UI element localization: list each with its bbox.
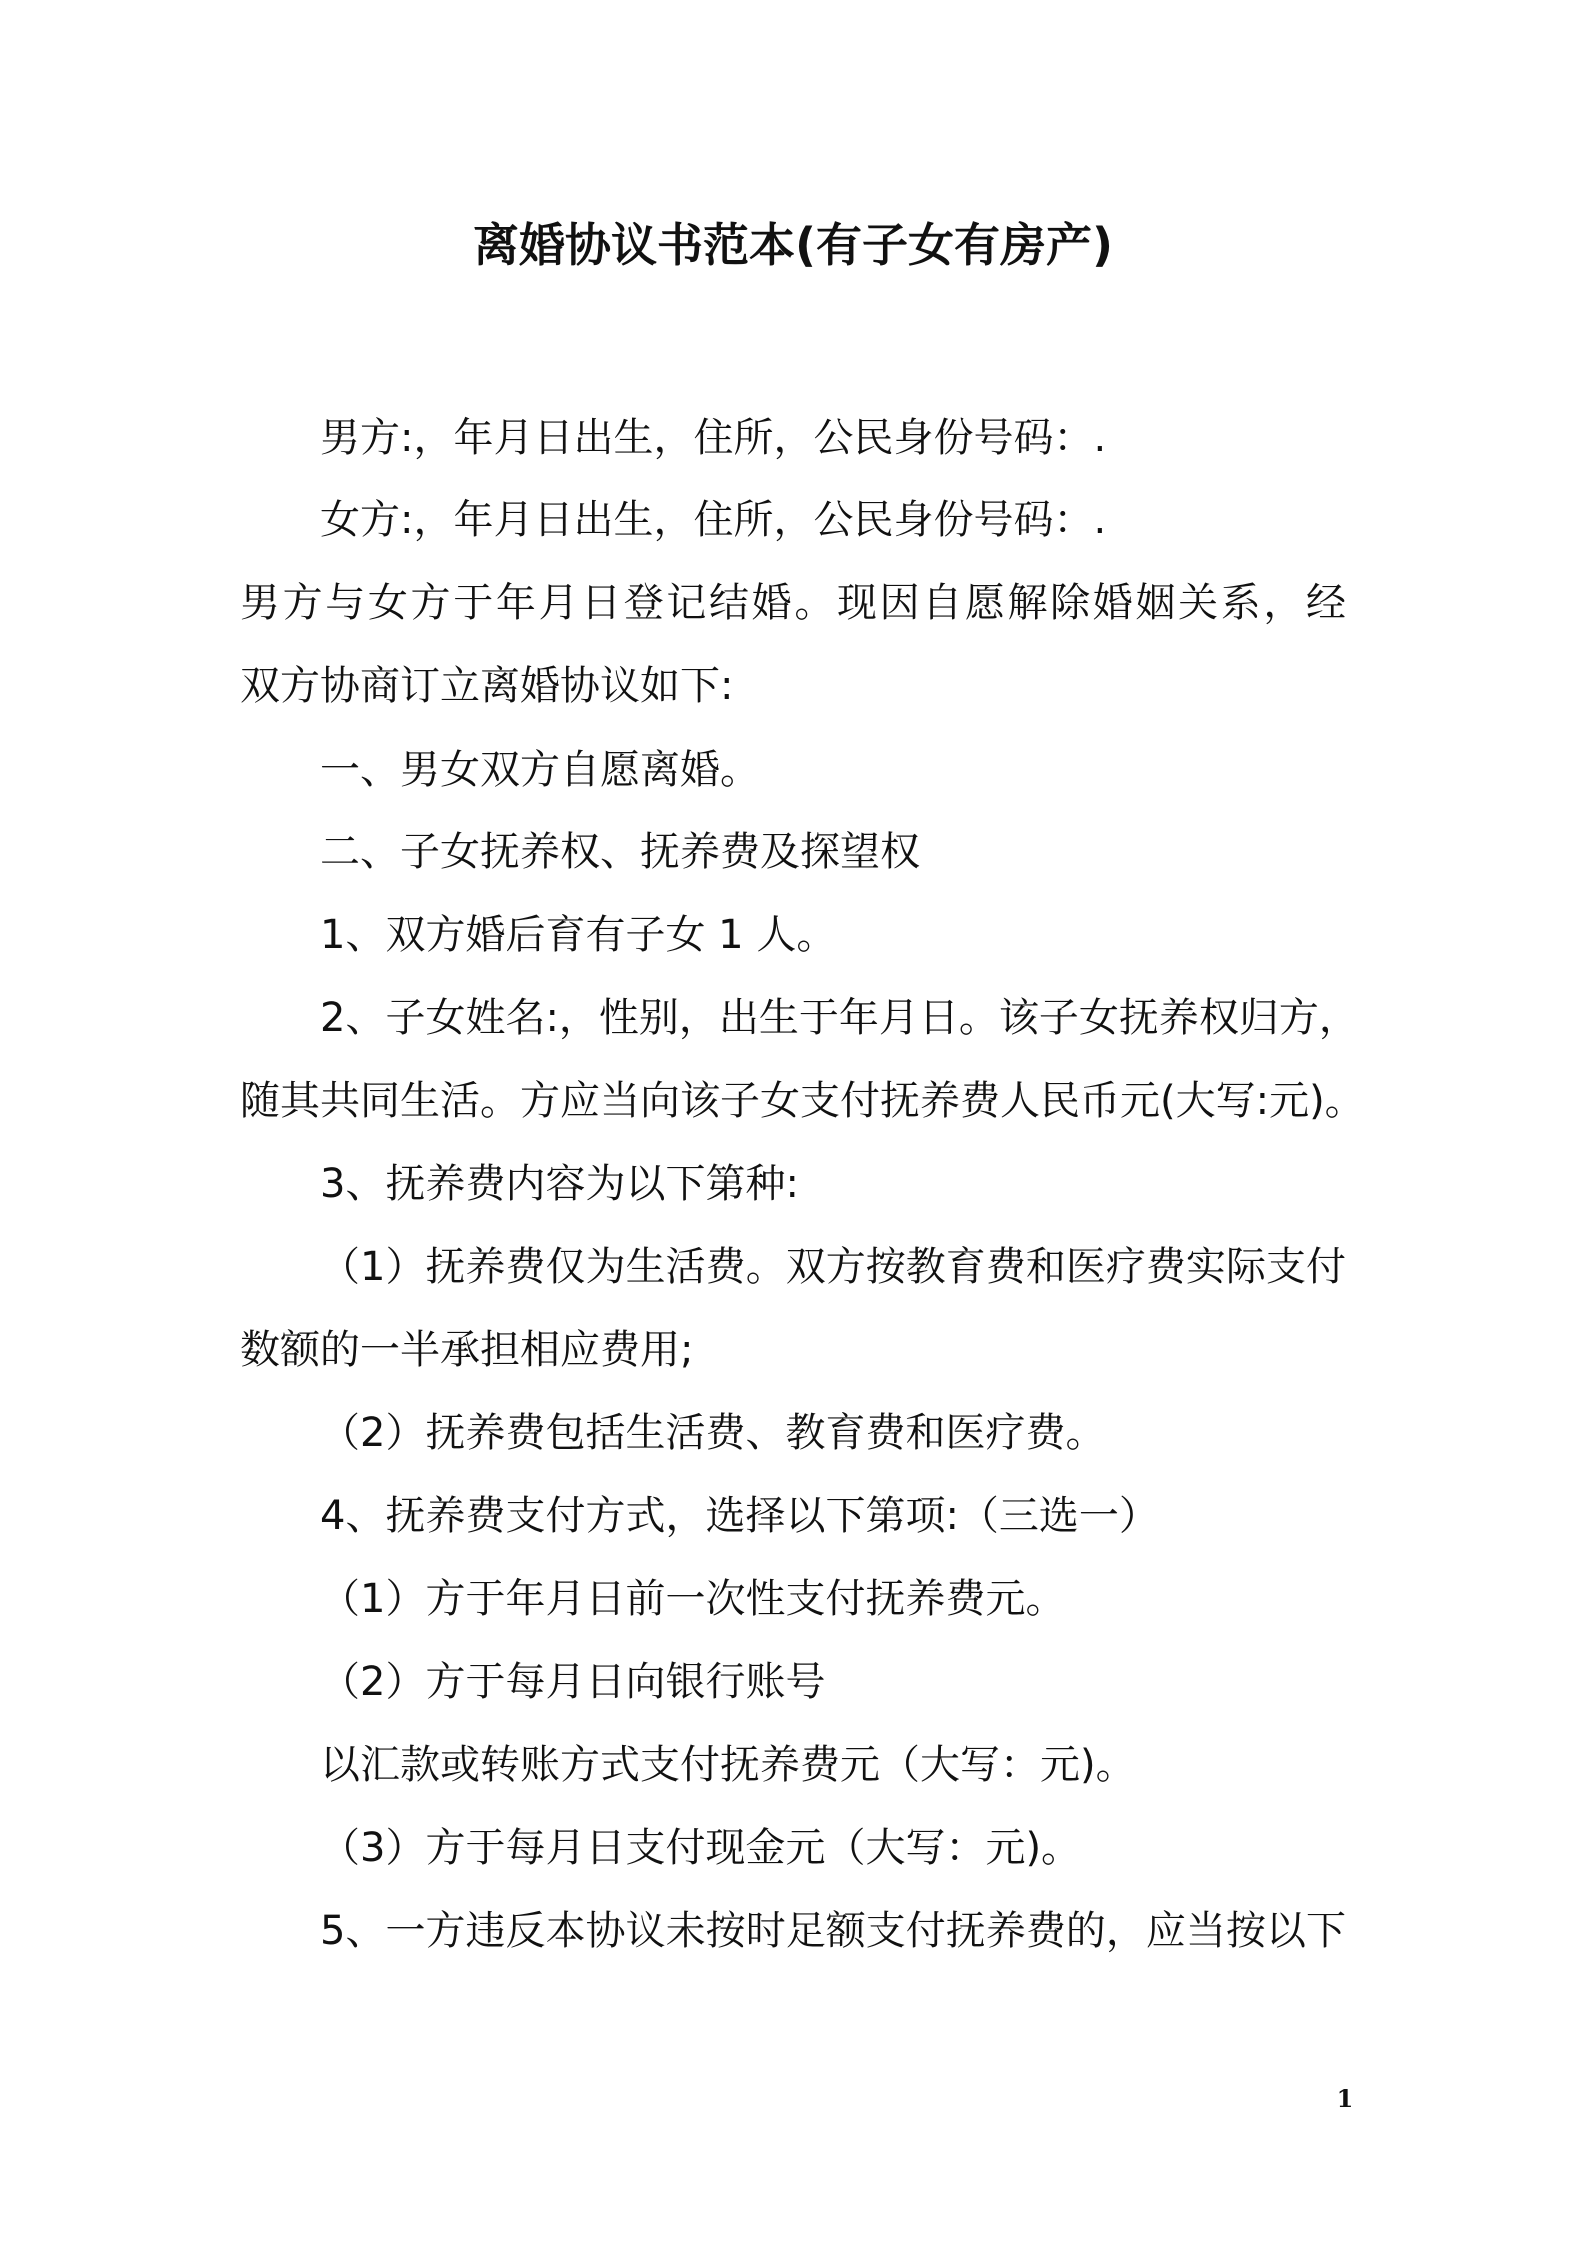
paragraph-line: 2、子女姓名:，性别，出生于年月日。该子女抚养权归方， xyxy=(320,995,1359,1041)
paragraph-line: 一、男女双方自愿离婚。 xyxy=(320,747,760,793)
paragraph-line: 数额的一半承担相应费用; xyxy=(240,1327,694,1373)
paragraph-line: 男方与女方于年月日登记结婚。现因自愿解除婚姻关系，经 xyxy=(240,580,1346,626)
paragraph-line: 1、双方婚后育有子女 1 人。 xyxy=(320,912,837,958)
paragraph-line: （1）方于年月日前一次性支付抚养费元。 xyxy=(320,1576,1066,1622)
page-number: 1 xyxy=(1336,2084,1354,2113)
paragraph-line: （1）抚养费仅为生活费。双方按教育费和医疗费实际支付 xyxy=(320,1244,1346,1290)
document-title: 离婚协议书范本(有子女有房产) xyxy=(472,218,1114,272)
paragraph-line: 以汇款或转账方式支付抚养费元（大写：元)。 xyxy=(320,1742,1136,1788)
paragraph-line: 双方协商订立离婚协议如下: xyxy=(240,663,734,709)
paragraph-line: 5、一方违反本协议未按时足额支付抚养费的，应当按以下 xyxy=(320,1908,1346,1954)
paragraph-line: 3、抚养费内容为以下第种: xyxy=(320,1161,799,1207)
paragraph-line: （3）方于每月日支付现金元（大写：元)。 xyxy=(320,1825,1082,1871)
paragraph-line: 男方:，年月日出生，住所，公民身份号码：. xyxy=(320,415,1107,461)
paragraph-line: 女方:，年月日出生，住所，公民身份号码：. xyxy=(320,497,1107,543)
paragraph-line: 4、抚养费支付方式，选择以下第项:（三选一） xyxy=(320,1493,1159,1539)
paragraph-line: （2）抚养费包括生活费、教育费和医疗费。 xyxy=(320,1410,1106,1456)
paragraph-line: （2）方于每月日向银行账号 xyxy=(320,1659,826,1705)
paragraph-line: 随其共同生活。方应当向该子女支付抚养费人民币元(大写:元)。 xyxy=(240,1078,1365,1124)
paragraph-line: 二、子女抚养权、抚养费及探望权 xyxy=(320,829,920,875)
